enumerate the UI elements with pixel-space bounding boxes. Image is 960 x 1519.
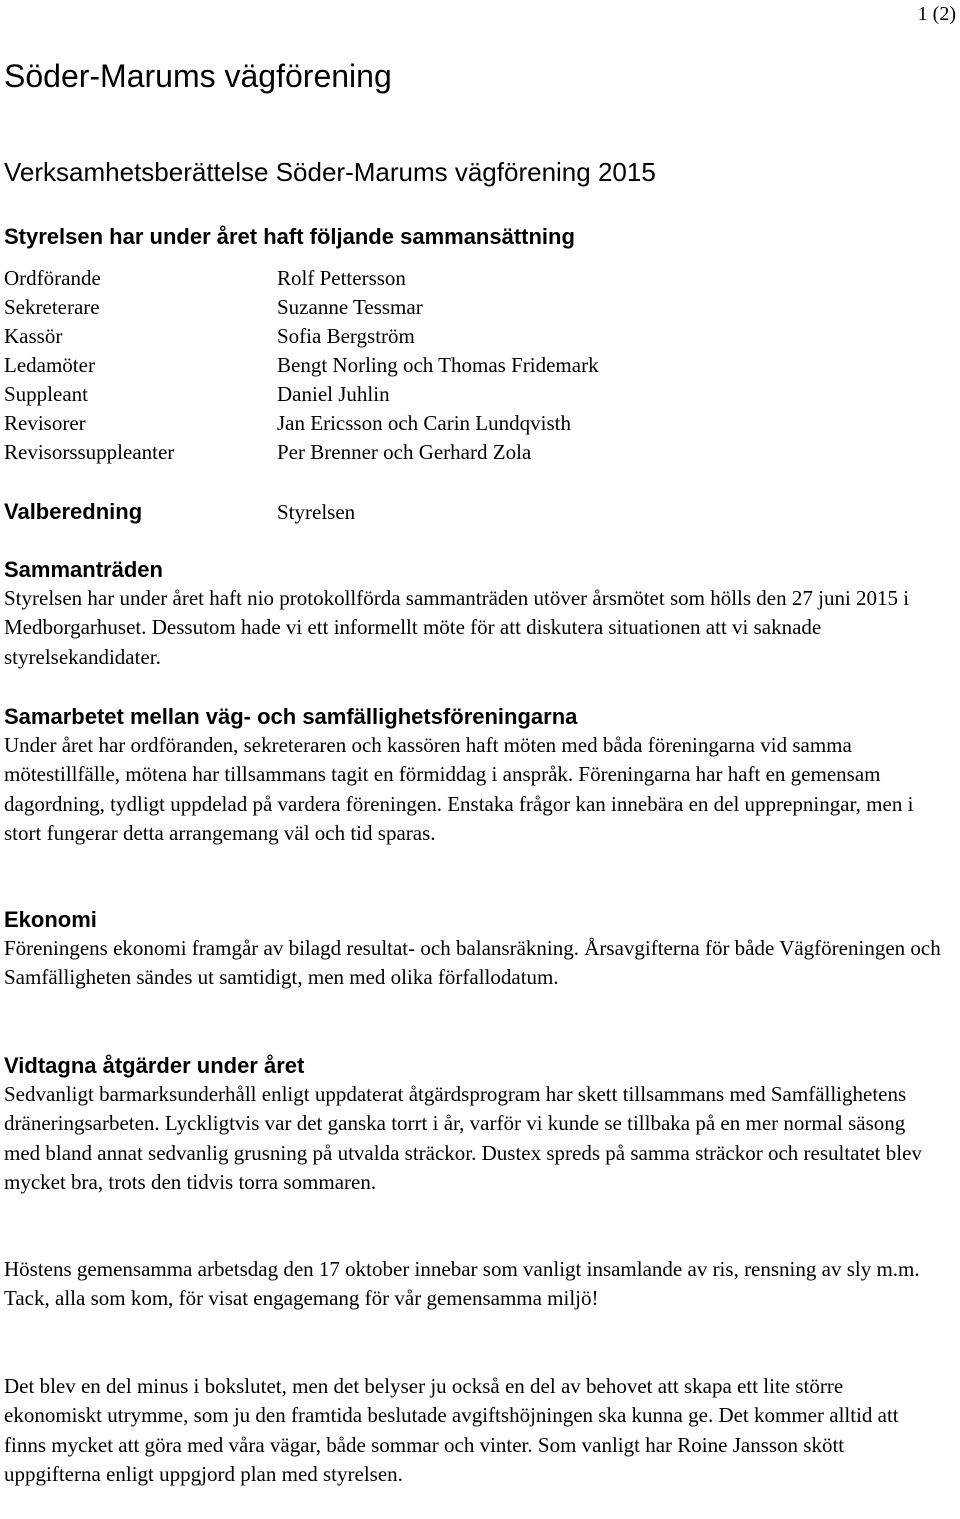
page-number: 1 (2)	[917, 3, 956, 25]
board-row	[4, 409, 599, 438]
board-heading: Styrelsen har under året haft följande sammansättning	[4, 224, 575, 249]
board-row	[4, 322, 599, 351]
board-row	[4, 380, 599, 409]
section-atgarder	[4, 1051, 944, 1197]
board-member: Per Brenner och Gerhard Zola	[277, 440, 532, 464]
valberedning-value: Styrelsen	[277, 500, 356, 524]
section-sammantraden	[4, 555, 944, 672]
section-heading: Samarbetet mellan väg- och samfällighetsföreningarna	[4, 704, 578, 729]
board-role: Kassör	[4, 324, 63, 348]
section-heading: Sammanträden	[4, 557, 163, 582]
section-ekonomi	[4, 905, 944, 993]
document-title: Söder-Marums vägförening	[4, 58, 392, 94]
board-member: Bengt Norling och Thomas Fridemark	[277, 353, 599, 377]
board-member: Sofia Bergström	[277, 324, 415, 348]
board-row	[4, 293, 599, 322]
paragraph-arbetsdag	[4, 1255, 944, 1314]
section-samarbetet	[4, 702, 944, 848]
board-row	[4, 264, 599, 293]
board-row	[4, 438, 599, 467]
section-text: Sedvanligt barmarksunderhåll enligt uppdaterat åtgärdsprogram har skett tillsammans med Samfällighetens dräneringsarbeten. Lyckligtvis var det ganska torrt i år, varför vi kunde se tillbaka på en mer normal säsong med bland annat sedvanlig grusning på utvalda sträckor. Dustex spreds på samma sträckor och resultatet blev mycket bra, trots den tidvis torra sommaren.	[4, 1082, 922, 1194]
board-row	[4, 351, 599, 380]
paragraph-text: Det blev en del minus i bokslutet, men det belyser ju också en del av behovet att skapa ett lite större ekonomiskt utrymme, som ju den framtida beslutade avgiftshöjningen ska kunna ge. Det kommer alltid att finns mycket att göra med våra vägar, både sommar och vinter. Som vanligt har Roine Jansson skött uppgifterna enligt uppgjord plan med styrelsen.	[4, 1374, 899, 1486]
board-member: Jan Ericsson och Carin Lundqvisth	[277, 411, 571, 435]
valberedning-row	[4, 497, 355, 526]
board-role: Ledamöter	[4, 353, 95, 377]
valberedning-label: Valberedning	[4, 499, 143, 524]
section-text: Föreningens ekonomi framgår av bilagd resultat- och balansräkning. Årsavgifterna för både Vägföreningen och Samfälligheten sändes ut samtidigt, men med olika förfallodatum.	[4, 936, 941, 990]
board-member: Rolf Pettersson	[277, 266, 406, 290]
section-text: Styrelsen har under året haft nio protokollförda sammanträden utöver årsmötet som hölls den 27 juni 2015 i Medborgarhuset. Dessutom hade vi ett informellt möte för att diskutera situationen att vi saknade styrelsekandidater.	[4, 586, 910, 669]
paragraph-text: Höstens gemensamma arbetsdag den 17 oktober innebar som vanligt insamlande av ris, rensning av sly m.m. Tack, alla som kom, för visat engagemang för vår gemensamma miljö!	[4, 1257, 920, 1311]
board-role: Suppleant	[4, 382, 88, 406]
section-text: Under året har ordföranden, sekreteraren och kassören haft möten med båda föreningarna vid samma mötestillfälle, mötena har tillsammans tagit en förmiddag i anspråk. Föreningarna har haft en gemensam dagordning, tydligt uppdelad på vardera föreningen. Enstaka frågor kan innebära en del upprepningar, men i stort fungerar detta arrangemang väl och tid sparas.	[4, 733, 914, 845]
document-subtitle: Verksamhetsberättelse Söder-Marums vägförening 2015	[4, 157, 656, 187]
board-list	[4, 264, 599, 467]
section-heading: Vidtagna åtgärder under året	[4, 1053, 305, 1078]
board-role: Revisorer	[4, 411, 86, 435]
board-member: Daniel Juhlin	[277, 382, 390, 406]
board-role: Revisorssuppleanter	[4, 440, 175, 464]
paragraph-minus	[4, 1372, 944, 1489]
board-member: Suzanne Tessmar	[277, 295, 423, 319]
section-heading: Ekonomi	[4, 907, 97, 932]
board-role: Sekreterare	[4, 295, 100, 319]
board-role: Ordförande	[4, 266, 101, 290]
